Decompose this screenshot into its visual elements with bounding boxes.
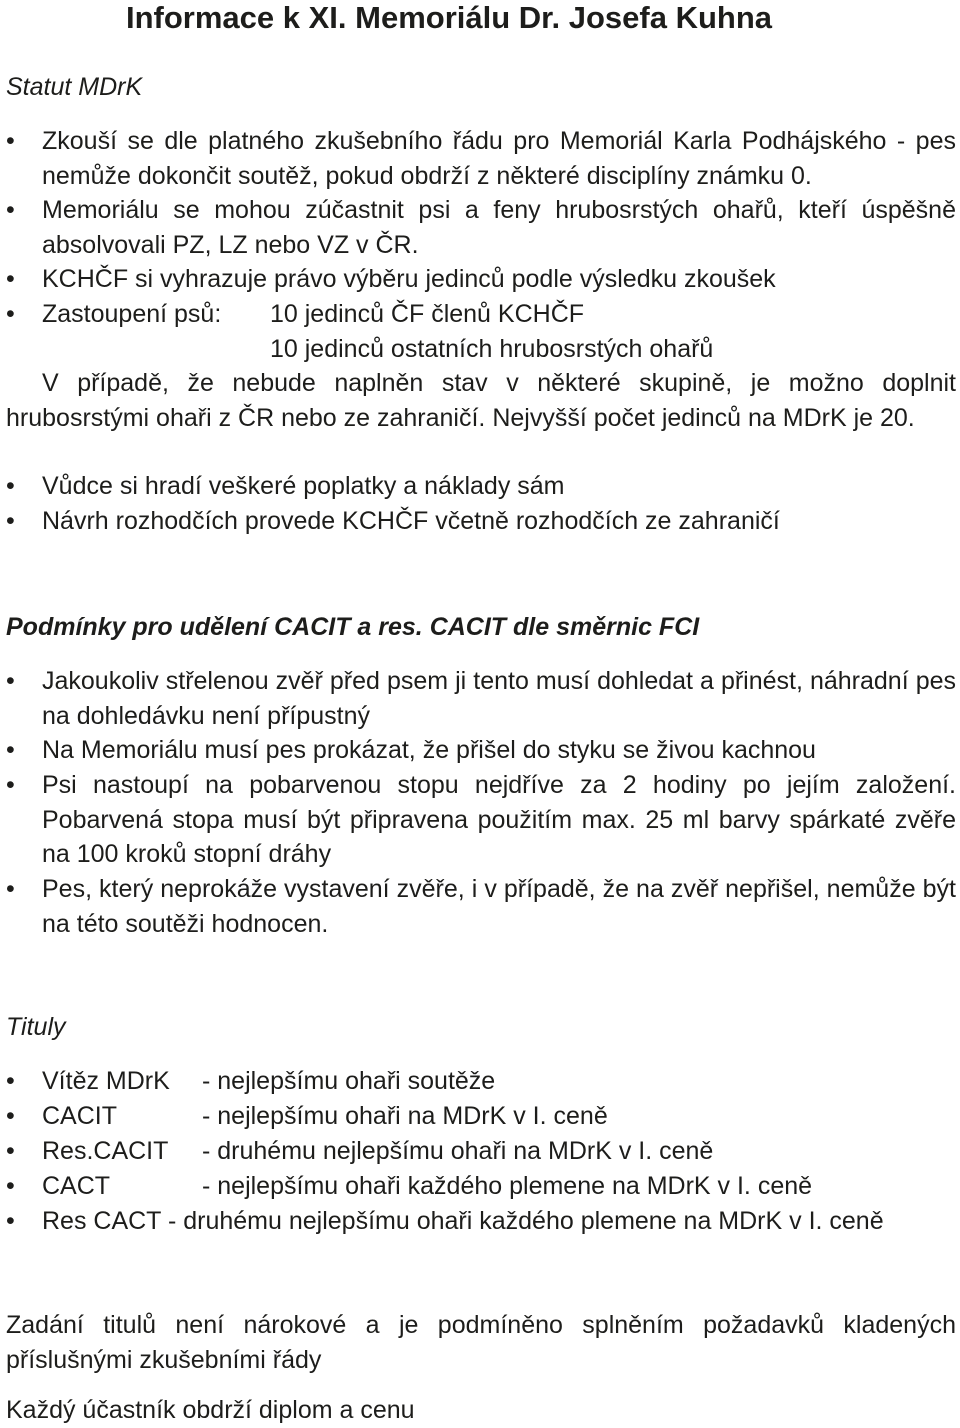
document-title: Informace k XI. Memoriálu Dr. Josefa Kuhna xyxy=(126,0,773,35)
title-row xyxy=(6,1064,956,1099)
list-item xyxy=(6,504,956,539)
bullet-icon: • xyxy=(6,1137,15,1165)
title-desc: - nejlepšímu ohaři každého plemene na MDrK v I. ceně xyxy=(202,1172,813,1200)
title-desc: - nejlepšímu ohaři na MDrK v I. ceně xyxy=(202,1102,608,1130)
bullet-icon: • xyxy=(6,265,15,293)
bullet-icon: • xyxy=(6,507,15,535)
list-item-text: KCHČF si vyhrazuje právo výběru jedinců podle výsledku zkoušek xyxy=(42,265,776,293)
bullet-icon: • xyxy=(6,736,15,764)
footer-paragraph-2: Každý účastník obdrží diplom a cenu xyxy=(6,1396,415,1424)
title-name: Res CACT xyxy=(42,1207,162,1235)
list-item xyxy=(6,193,956,262)
list-item-text: Na Memoriálu musí pes prokázat, že přišel do styku se živou kachnou xyxy=(42,736,816,764)
zastoupeni-note: V případě, že nebude naplněn stav v některé skupině, je možno doplnit hrubosrstými ohaři z ČR nebo ze zahraničí. Nejvyšší počet jedinců na MDrK je 20. xyxy=(6,369,956,432)
title-name: CACT xyxy=(42,1172,111,1200)
bullet-icon: • xyxy=(6,875,15,903)
title-desc: - nejlepšímu ohaři soutěže xyxy=(202,1067,496,1095)
section-heading-statut: Statut MDrK xyxy=(6,73,143,101)
bullet-icon: • xyxy=(6,300,15,328)
title-name: CACIT xyxy=(42,1102,117,1130)
bullet-icon: • xyxy=(6,127,15,155)
bullet-icon: • xyxy=(6,771,15,799)
zastoupeni-label: Zastoupení psů: xyxy=(42,300,222,328)
zastoupeni-line-2: 10 jedinců ostatních hrubosrstých ohařů xyxy=(270,334,714,363)
list-item-text: Návrh rozhodčích provede KCHČF včetně rozhodčích ze zahraničí xyxy=(42,507,780,535)
bullet-icon: • xyxy=(6,1067,15,1095)
list-item-text: Memoriálu se mohou zúčastnit psi a feny hrubosrstých ohařů, kteří úspěšně absolvovali PZ, LZ nebo VZ v ČR. xyxy=(42,196,956,259)
title-desc: - druhému nejlepšímu ohaři na MDrK v I. ceně xyxy=(202,1137,714,1165)
list-item-text: Vůdce si hradí veškeré poplatky a náklady sám xyxy=(42,472,565,500)
zastoupeni-line-1: 10 jedinců ČF členů KCHČF xyxy=(270,300,585,328)
list-item xyxy=(6,872,956,941)
bullet-icon: • xyxy=(6,1207,15,1235)
title-row xyxy=(6,1134,956,1169)
list-item-text: Psi nastoupí na pobarvenou stopu nejdříve za 2 hodiny po jejím založení. Pobarvená stopa musí být připravena použitím max. 25 ml barvy spárkaté zvěře na 100 kroků stopní dráhy xyxy=(42,771,956,868)
list-item-zastoupeni xyxy=(6,297,956,366)
title-name: Res.CACIT xyxy=(42,1137,169,1165)
bullet-icon: • xyxy=(6,472,15,500)
list-item xyxy=(6,262,956,297)
list-item-text: Pes, který neprokáže vystavení zvěře, i v případě, že na zvěř nepřišel, nemůže být na této soutěži hodnocen. xyxy=(42,875,956,938)
bullet-icon: • xyxy=(6,1172,15,1200)
footer-paragraph-1: Zadání titulů není nárokové a je podmíněno splněním požadavků kladených příslušnými zkušebními řády xyxy=(6,1311,956,1374)
list-item xyxy=(6,469,956,504)
list-item xyxy=(6,664,956,733)
title-desc: - druhému nejlepšímu ohaři každého plemene na MDrK v I. ceně xyxy=(167,1207,884,1235)
title-row xyxy=(6,1169,956,1204)
title-name: Vítěz MDrK xyxy=(42,1067,170,1095)
list-item xyxy=(6,733,956,768)
bullet-icon: • xyxy=(6,1102,15,1130)
bullet-icon: • xyxy=(6,196,15,224)
title-row xyxy=(6,1204,956,1239)
section-heading-podminky: Podmínky pro udělení CACIT a res. CACIT dle směrnic FCI xyxy=(6,613,700,641)
list-item-text: Zkouší se dle platného zkušebního řádu pro Memoriál Karla Podhájského - pes nemůže dokončit soutěž, pokud obdrží z některé disciplíny známku 0. xyxy=(42,127,956,190)
section-heading-tituly: Tituly xyxy=(6,1013,66,1041)
list-item-text: Jakoukoliv střelenou zvěř před psem ji tento musí dohledat a přinést, náhradní pes na dohledávku není přípustný xyxy=(42,667,956,730)
bullet-icon: • xyxy=(6,667,15,695)
list-item xyxy=(6,124,956,193)
title-row xyxy=(6,1099,956,1134)
list-item xyxy=(6,768,956,872)
